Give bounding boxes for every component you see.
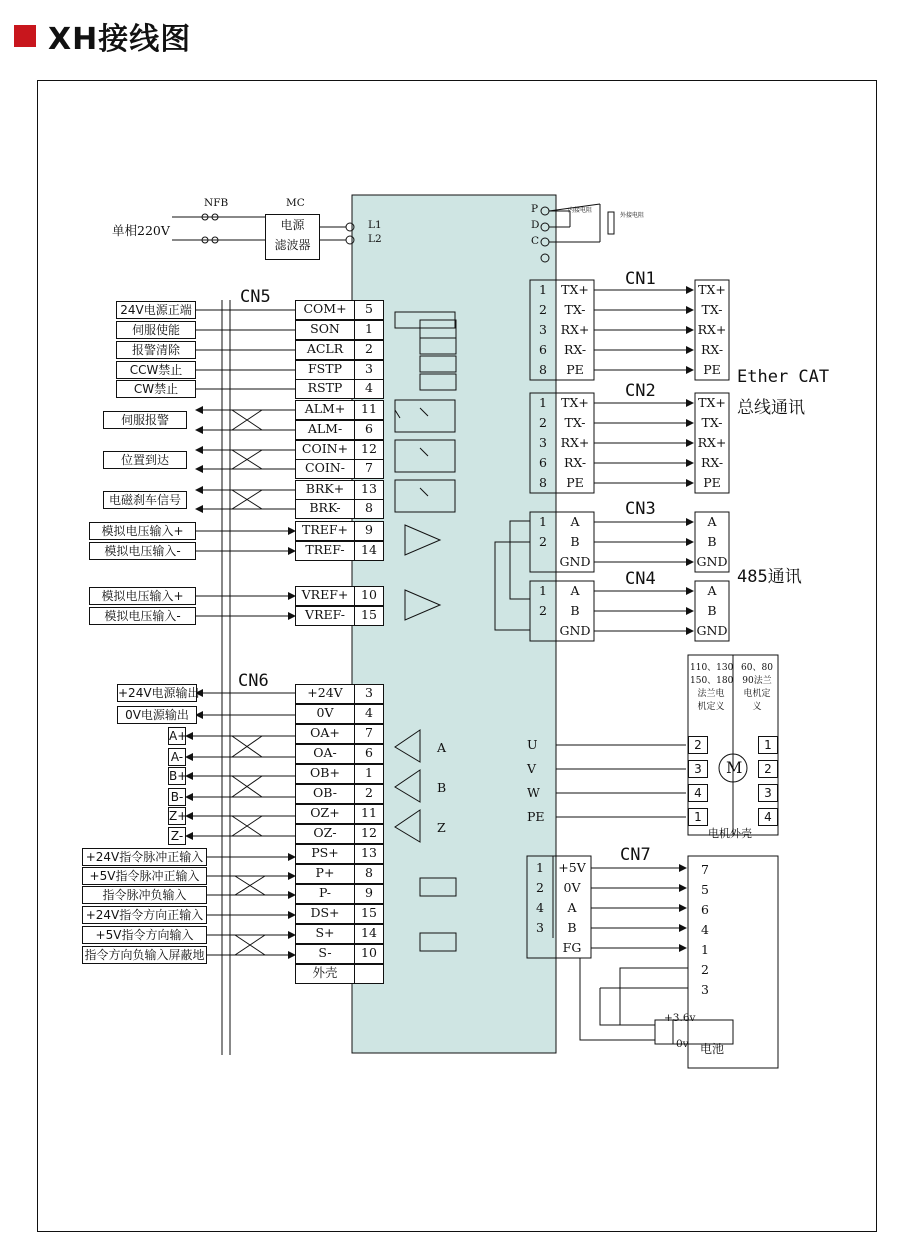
cn6-pin-number: 12	[354, 824, 384, 844]
cn1-remote-signal: RX-	[700, 342, 724, 357]
cn3-pin-signal: A	[570, 514, 580, 529]
cn6-left-label: A+	[169, 729, 188, 743]
cn5-analog2-label: 模拟电压输入-	[89, 607, 196, 625]
nfb-label: NFB	[204, 197, 229, 209]
motor-col1-label: 110、130	[690, 663, 734, 673]
cn5-input-label: 伺服使能	[116, 321, 196, 339]
cn6-pin-signal: +24V	[295, 684, 355, 704]
cn7-remote-pin: 6	[701, 902, 709, 917]
ethercat-line2: 总线通讯	[737, 398, 805, 418]
cn6-pin-number	[354, 964, 384, 984]
cn5-pin-number: 6	[354, 420, 384, 440]
cn2-pin-number: 6	[539, 455, 547, 470]
cn1-pin-number: 2	[539, 302, 547, 317]
external-resistor-label: 外接电阻	[620, 212, 645, 219]
cn2-pin-signal: TX+	[561, 395, 589, 410]
cn6-left-label: Z-	[168, 827, 186, 845]
cn5-pin-signal: ACLR	[295, 340, 355, 360]
cn2-label: CN2	[625, 381, 656, 401]
cn4-pin-number	[530, 621, 556, 641]
cn7-remote-pin: 1	[701, 942, 709, 957]
ethercat-line1: Ether CAT	[737, 367, 830, 387]
cn2-pin-signal: PE	[566, 475, 584, 490]
cn2-pin-signal: TX-	[564, 415, 586, 430]
cn6-left-label: 指令方向负输入屏蔽地	[82, 946, 207, 964]
mc-label: MC	[286, 197, 305, 209]
cn1-pin-number: 3	[539, 322, 547, 337]
cn5-input-label: CW禁止	[116, 380, 196, 398]
l1-label: L1	[368, 219, 382, 231]
cn5-pin-signal: COIN+	[295, 440, 355, 460]
motor-term-b: 4	[758, 808, 778, 826]
cn6-pin-number: 4	[354, 704, 384, 724]
cn1-pin-signal: RX+	[560, 322, 590, 337]
cn3-label: CN3	[625, 499, 656, 519]
motor-col2-label: 90法兰	[742, 676, 772, 686]
cn7-remote-pin: 7	[701, 862, 709, 877]
cn5-input-label: CCW禁止	[116, 361, 196, 379]
cn6-left-label: B-	[168, 788, 186, 806]
cn7-remote-pin: 3	[701, 982, 709, 997]
cn3-pin-signal: GND	[559, 554, 591, 569]
cn6-pin-number: 13	[354, 844, 384, 864]
cn5-input-label: 24V电源正端	[116, 301, 196, 319]
cn5-pin-number: 4	[354, 379, 384, 399]
cn7-pin-number: 3	[536, 920, 544, 935]
cn5-pin-signal: RSTP	[295, 379, 355, 399]
cn5-pin-signal: SON	[295, 320, 355, 340]
cn2-remote-signal: RX+	[697, 435, 727, 450]
cn3-pin-number	[530, 552, 556, 572]
cn1-pin-number: 8	[539, 362, 547, 377]
cn5-pin-number: 7	[354, 459, 384, 479]
cn7-pin-number: 2	[536, 880, 544, 895]
cn1-pin-number: 1	[539, 282, 547, 297]
cn2-pin-number: 2	[539, 415, 547, 430]
cn5-pin-signal: FSTP	[295, 360, 355, 380]
motor-terminal-label: U	[527, 737, 538, 752]
motor-terminal-label: PE	[527, 809, 545, 824]
cn1-remote-signal: TX-	[701, 302, 723, 317]
cn6-pin-number: 7	[354, 724, 384, 744]
cn6-pin-signal: P+	[295, 864, 355, 884]
page-title: XH接线图	[48, 22, 192, 57]
cn7-pin-number: 1	[536, 860, 544, 875]
cn6-pin-signal: OB-	[295, 784, 355, 804]
cn6-pin-signal: OA+	[295, 724, 355, 744]
cn2-pin-signal: RX+	[560, 435, 590, 450]
cn1-remote-signal: TX+	[698, 282, 726, 297]
cn1-pin-signal: TX-	[564, 302, 586, 317]
cn7-pin-signal: FG	[562, 940, 582, 955]
cn6-left-label: B+	[169, 769, 188, 783]
cn5-analog1-label: 模拟电压输入-	[89, 542, 196, 560]
motor-terminal-label: V	[527, 761, 537, 776]
cn5-pin-number: 15	[354, 606, 384, 626]
power-input-label: 单相220V	[112, 223, 170, 238]
cn6-left-label: +24V电源输出	[118, 686, 200, 700]
motor-col2-label: 电机定	[743, 689, 771, 699]
cn5-pin-signal: TREF+	[295, 521, 355, 541]
cn1-pin-signal: PE	[566, 362, 584, 377]
cn1-remote-signal: RX+	[697, 322, 727, 337]
cn5-pin-number: 10	[354, 586, 384, 606]
cn5-pin-number: 5	[354, 300, 384, 320]
cn6-label: CN6	[238, 671, 269, 691]
cn5-pin-signal: BRK-	[295, 499, 355, 519]
cn5-output-label: 位置到达	[103, 451, 187, 469]
cn3-pin-signal: B	[570, 534, 580, 549]
cn5-output-label: 伺服报警	[103, 411, 187, 429]
cn5-pin-number: 11	[354, 400, 384, 420]
cn5-pin-signal: VREF-	[295, 606, 355, 626]
motor-term-a: 2	[688, 736, 708, 754]
cn6-pin-signal: OZ-	[295, 824, 355, 844]
motor-term-a: 3	[688, 760, 708, 778]
d-label: D	[531, 219, 540, 231]
cn6-pin-number: 1	[354, 764, 384, 784]
cn6-left-label: +5V指令方向输入	[82, 926, 207, 944]
motor-term-b: 3	[758, 784, 778, 802]
cn7-pin-signal: A	[567, 900, 577, 915]
cn5-pin-signal: ALM+	[295, 400, 355, 420]
rs485-label: 485通讯	[737, 567, 802, 587]
motor-housing-label: 电机外壳	[708, 827, 752, 840]
cn6-pin-number: 10	[354, 944, 384, 964]
cn1-label: CN1	[625, 269, 656, 289]
cn2-pin-signal: RX-	[563, 455, 587, 470]
cn6-left-label: A-	[168, 748, 186, 766]
cn6-pin-number: 9	[354, 884, 384, 904]
cn6-left-label: +5V指令脉冲正输入	[82, 867, 207, 885]
cn6-pin-number: 14	[354, 924, 384, 944]
cn6-pin-number: 11	[354, 804, 384, 824]
cn6-pin-number: 6	[354, 744, 384, 764]
p-label: P	[531, 203, 539, 215]
cn4-pin-signal: GND	[559, 623, 591, 638]
cn4-remote-signal: GND	[696, 623, 728, 638]
cn6-pin-signal: DS+	[295, 904, 355, 924]
cn7-pin-signal: +5V	[558, 860, 586, 875]
enc-a-label: A	[437, 740, 447, 755]
cn6-pin-number: 8	[354, 864, 384, 884]
cn5-pin-number: 3	[354, 360, 384, 380]
cn6-pin-signal: PS+	[295, 844, 355, 864]
cn5-pin-number: 12	[354, 440, 384, 460]
cn7-remote-pin: 4	[701, 922, 709, 937]
cn6-left-label: Z+	[169, 809, 188, 823]
battery-plus-label: +3.6v	[664, 1012, 696, 1024]
cn1-pin-signal: RX-	[563, 342, 587, 357]
cn6-pin-number: 2	[354, 784, 384, 804]
battery-zero-label: 0v	[676, 1038, 689, 1050]
cn5-pin-number: 2	[354, 340, 384, 360]
cn5-pin-number: 1	[354, 320, 384, 340]
cn6-pin-signal: P-	[295, 884, 355, 904]
cn5-pin-signal: BRK+	[295, 480, 355, 500]
cn7-pin-signal: 0V	[563, 880, 581, 895]
cn6-left-label: 指令脉冲负输入	[82, 886, 207, 904]
cn4-pin-signal: B	[570, 603, 580, 618]
cn7-pin-number: 4	[536, 900, 544, 915]
cn2-pin-number: 1	[539, 395, 547, 410]
cn3-pin-number: 1	[539, 514, 547, 529]
cn4-label: CN4	[625, 569, 656, 589]
motor-col1-label: 150、180	[690, 676, 734, 686]
cn6-left-label: +24V指令脉冲正输入	[82, 848, 207, 866]
cn5-pin-signal: TREF-	[295, 541, 355, 561]
cn6-pin-signal: OB+	[295, 764, 355, 784]
cn5-output-label: 电磁刹车信号	[103, 491, 187, 509]
cn7-pin-signal: B	[567, 920, 577, 935]
motor-term-a: 1	[688, 808, 708, 826]
filter-box	[265, 214, 320, 260]
motor-col2-label: 义	[752, 702, 762, 712]
cn1-pin-number: 6	[539, 342, 547, 357]
cn2-remote-signal: PE	[703, 475, 721, 490]
cn6-pin-signal: S-	[295, 944, 355, 964]
cn2-remote-signal: RX-	[700, 455, 724, 470]
cn3-remote-signal: B	[707, 534, 717, 549]
cn6-pin-signal: 外壳	[295, 964, 355, 984]
cn5-analog1-label: 模拟电压输入+	[89, 522, 196, 540]
motor-col1-label: 机定义	[697, 702, 725, 712]
cn4-remote-signal: B	[707, 603, 717, 618]
cn6-pin-signal: 0V	[295, 704, 355, 724]
motor-terminal-label: W	[527, 785, 540, 800]
cn6-pin-signal: S+	[295, 924, 355, 944]
enc-z-label: Z	[437, 820, 446, 835]
cn6-left-label: +24V指令方向正输入	[82, 906, 207, 924]
cn4-pin-number: 1	[539, 583, 547, 598]
motor-term-b: 1	[758, 736, 778, 754]
cn2-pin-number: 8	[539, 475, 547, 490]
cn5-input-label: 报警清除	[116, 341, 196, 359]
cn7-remote-pin: 5	[701, 882, 709, 897]
cn7-remote-pin: 2	[701, 962, 709, 977]
cn5-label: CN5	[240, 287, 271, 307]
internal-resistor-label: 内接电阻	[568, 207, 593, 214]
motor-term-a: 4	[688, 784, 708, 802]
cn6-pin-signal: OA-	[295, 744, 355, 764]
motor-col2-label: 60、80	[741, 663, 773, 673]
l2-label: L2	[368, 233, 382, 245]
cn4-pin-number: 2	[539, 603, 547, 618]
cn5-pin-signal: COIN-	[295, 459, 355, 479]
cn3-pin-number: 2	[539, 534, 547, 549]
cn5-pin-signal: COM+	[295, 300, 355, 320]
battery-label: 电池	[700, 1042, 725, 1056]
motor-term-b: 2	[758, 760, 778, 778]
cn5-pin-number: 13	[354, 480, 384, 500]
cn5-pin-number: 14	[354, 541, 384, 561]
cn2-remote-signal: TX+	[698, 395, 726, 410]
cn4-pin-signal: A	[570, 583, 580, 598]
cn3-remote-signal: A	[707, 514, 717, 529]
cn6-pin-number: 3	[354, 684, 384, 704]
motor-col1-label: 法兰电	[697, 689, 725, 699]
cn6-pin-signal: OZ+	[295, 804, 355, 824]
c-label: C	[531, 235, 540, 247]
cn5-pin-number: 9	[354, 521, 384, 541]
cn2-remote-signal: TX-	[701, 415, 723, 430]
motor-symbol: M	[726, 758, 743, 777]
cn1-pin-signal: TX+	[561, 282, 589, 297]
cn6-pin-number: 15	[354, 904, 384, 924]
cn3-remote-signal: GND	[696, 554, 728, 569]
filter-line2: 滤波器	[274, 238, 311, 252]
cn4-remote-signal: A	[707, 583, 717, 598]
cn2-pin-number: 3	[539, 435, 547, 450]
filter-line1: 电源	[280, 218, 305, 232]
cn5-pin-number: 8	[354, 499, 384, 519]
cn7-pin-number	[527, 938, 553, 958]
cn6-left-label: 0V电源输出	[117, 706, 197, 724]
cn1-remote-signal: PE	[703, 362, 721, 377]
cn5-pin-signal: ALM-	[295, 420, 355, 440]
cn5-pin-signal: VREF+	[295, 586, 355, 606]
enc-b-label: B	[437, 780, 447, 795]
cn7-label: CN7	[620, 845, 651, 865]
cn5-analog2-label: 模拟电压输入+	[89, 587, 196, 605]
